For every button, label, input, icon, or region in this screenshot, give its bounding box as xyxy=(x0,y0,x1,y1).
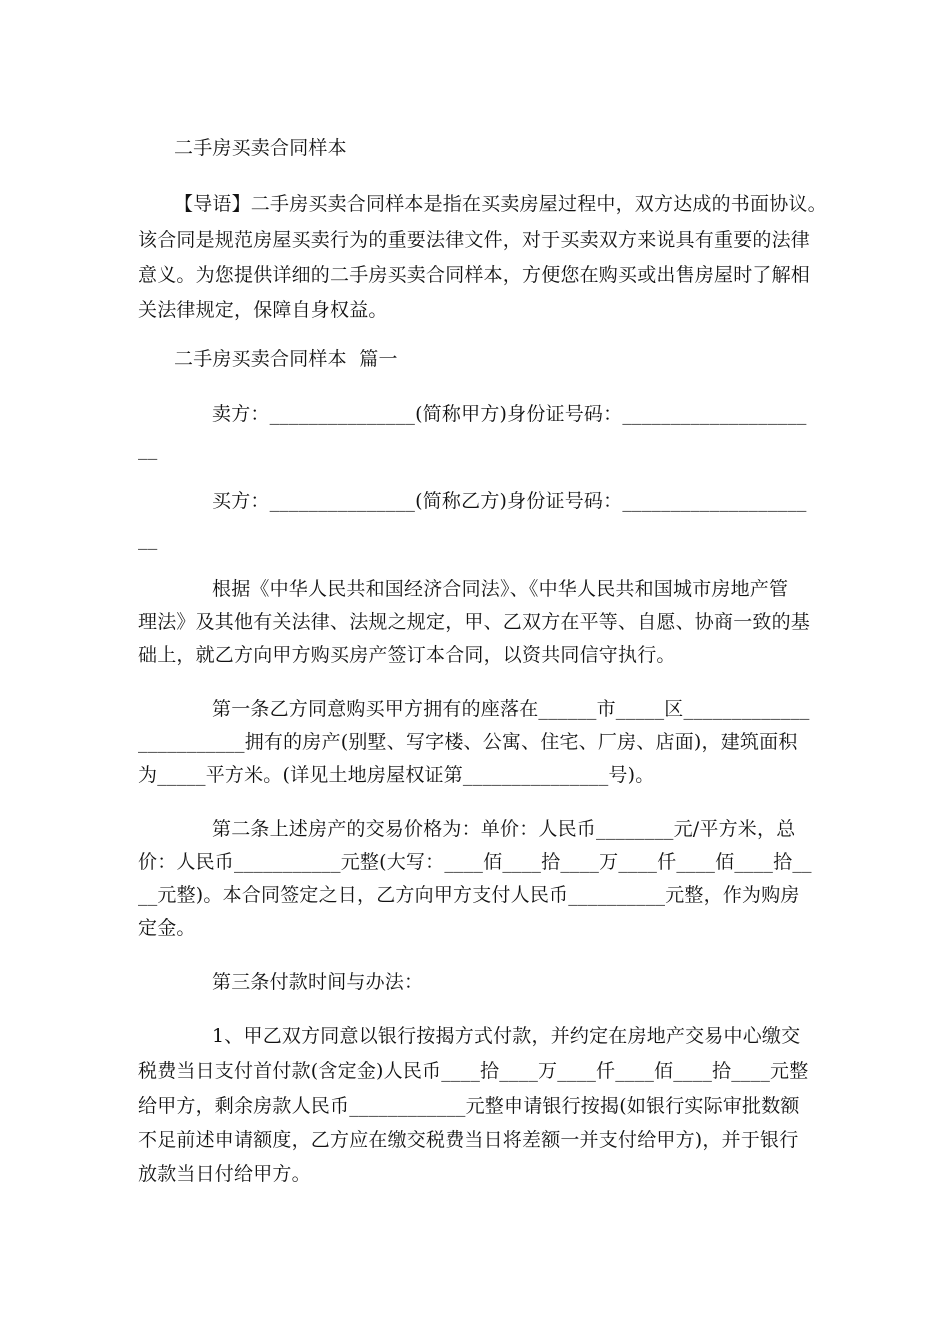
document-title: 二手房买卖合同样本 xyxy=(174,137,347,159)
clause1-line: 税费当日支付首付款(含定金)人民币____拾____万____仟____佰____拾____元整 xyxy=(138,1060,809,1082)
seller-line: 卖方：_______________(简称甲方)身份证号码：___________________ xyxy=(212,403,807,425)
article3-heading: 第三条付款时间与办法： xyxy=(212,971,424,993)
article2-line: __元整)。本合同签定之日，乙方向甲方支付人民币__________元整，作为购房 xyxy=(138,884,800,906)
article2-line: 第二条上述房产的交易价格为：单价：人民币________元/平方米，总 xyxy=(212,818,796,840)
article1-line: ___________拥有的房产(别墅、写字楼、公寓、住宅、厂房、店面)，建筑面积 xyxy=(138,731,798,753)
preamble-line: 根据《中华人民共和国经济合同法》、《中华人民共和国城市房地产管 xyxy=(212,578,789,600)
buyer-line-continued: __ xyxy=(138,528,158,550)
intro-line: 该合同是规范房屋买卖行为的重要法律文件，对于买卖双方来说具有重要的法律 xyxy=(138,229,811,251)
clause1-line: 1、甲乙双方同意以银行按揭方式付款，并约定在房地产交易中心缴交 xyxy=(212,1025,801,1047)
seller-line-continued: __ xyxy=(138,438,158,460)
intro-line: 关法律规定，保障自身权益。 xyxy=(138,299,388,321)
intro-line: 【导语】二手房买卖合同样本是指在买卖房屋过程中，双方达成的书面协议。 xyxy=(174,193,827,215)
buyer-line: 买方：_______________(简称乙方)身份证号码：___________________ xyxy=(212,490,807,512)
section-title: 二手房买卖合同样本 篇一 xyxy=(174,348,398,370)
preamble-line: 础上，就乙方向甲方购买房产签订本合同，以资共同信守执行。 xyxy=(138,644,676,666)
intro-line: 意义。为您提供详细的二手房买卖合同样本，方便您在购买或出售房屋时了解相 xyxy=(138,264,811,286)
article1-line: 为_____平方米。(详见土地房屋权证第_______________号)。 xyxy=(138,764,655,786)
preamble-line: 理法》及其他有关法律、法规之规定，甲、乙双方在平等、自愿、协商一致的基 xyxy=(138,611,811,633)
clause1-line: 给甲方，剩余房款人民币____________元整申请银行按揭(如银行实际审批数额 xyxy=(138,1095,800,1117)
article1-line: 第一条乙方同意购买甲方拥有的座落在______市_____区_____________ xyxy=(212,698,810,720)
article2-line: 定金。 xyxy=(138,917,196,939)
clause1-line: 放款当日付给甲方。 xyxy=(138,1163,311,1185)
clause1-line: 不足前述申请额度，乙方应在缴交税费当日将差额一并支付给甲方)，并于银行 xyxy=(138,1129,799,1151)
article2-line: 价：人民币___________元整(大写：____佰____拾____万____仟____佰____拾__ xyxy=(138,851,812,873)
